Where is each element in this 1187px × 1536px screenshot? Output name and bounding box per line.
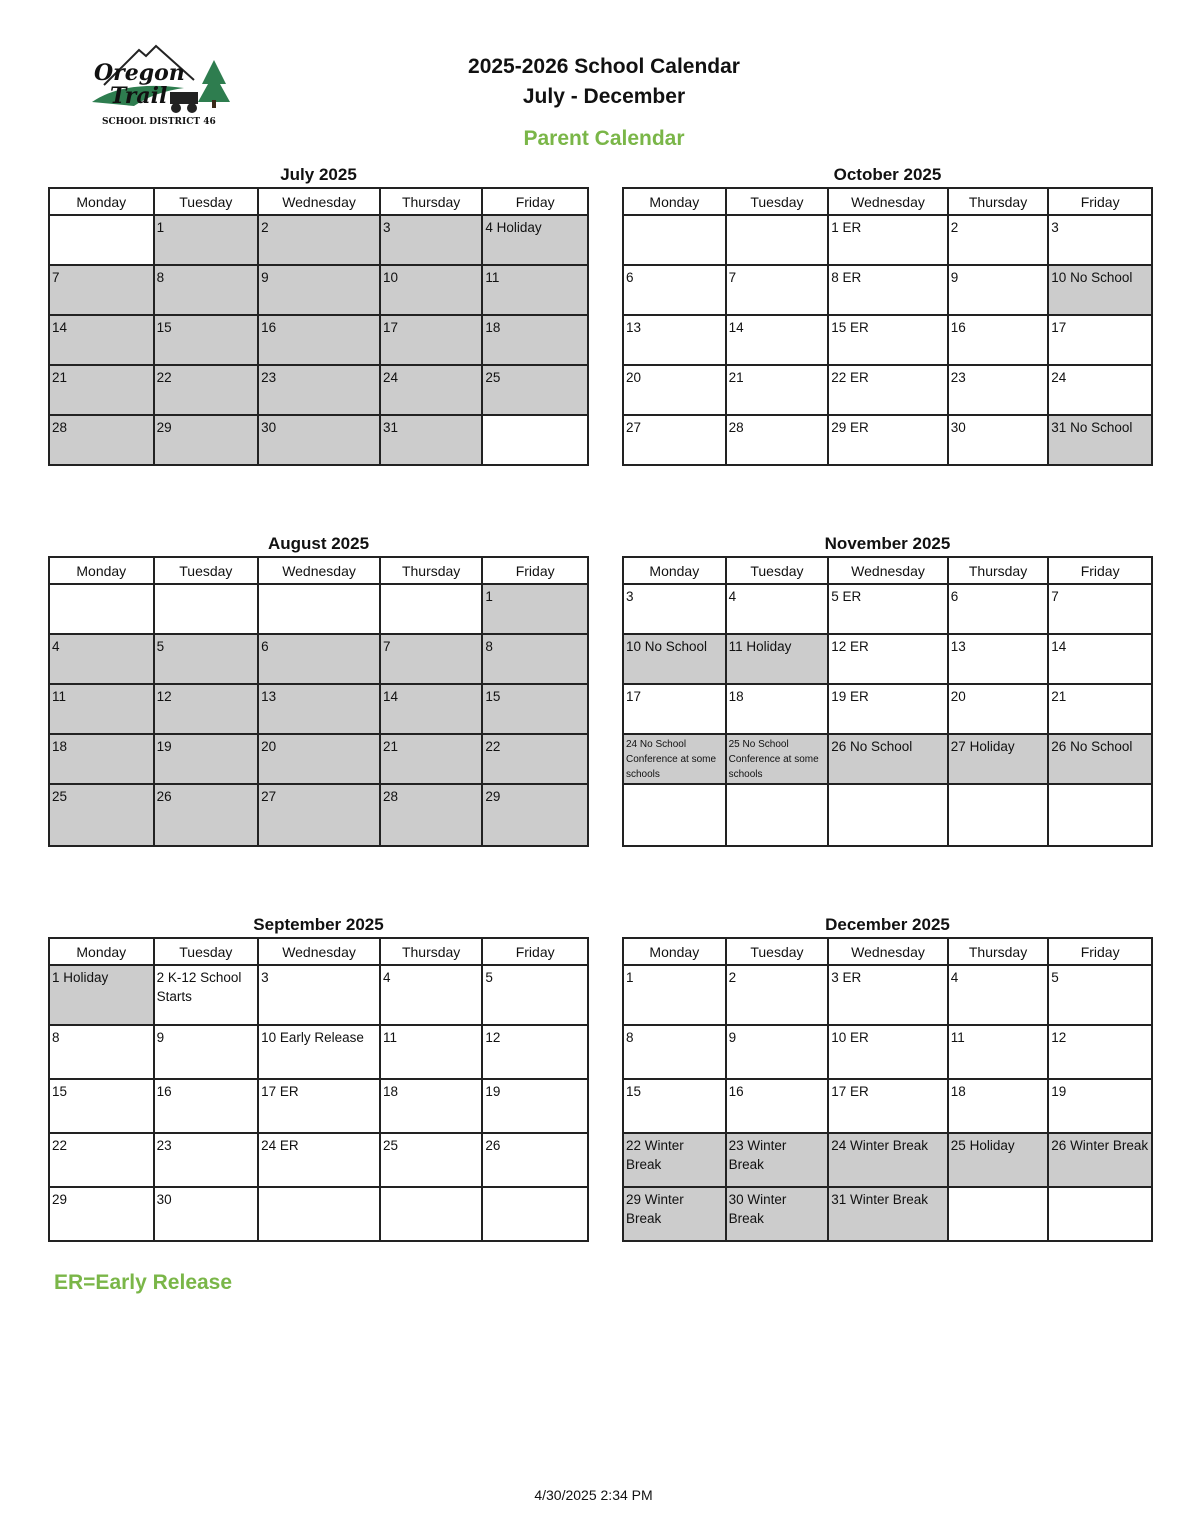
day-cell: 8	[154, 265, 259, 315]
day-cell: 7	[1048, 584, 1152, 634]
page-subtitle: July - December	[522, 85, 686, 108]
weekday-header: Thursday	[380, 938, 482, 965]
day-cell: 26 Winter Break	[1048, 1133, 1152, 1187]
month-title: August 2025	[267, 534, 370, 553]
day-cell: 18	[380, 1079, 482, 1133]
day-cell: 15	[154, 315, 259, 365]
day-cell: 30	[154, 1187, 259, 1241]
day-cell: 24 Winter Break	[828, 1133, 948, 1187]
week-row	[49, 315, 588, 365]
weekday-header: Friday	[1048, 557, 1152, 584]
month-august	[48, 534, 589, 847]
weekday-header: Thursday	[948, 188, 1049, 215]
calendar-table	[48, 937, 589, 1242]
weekday-header: Friday	[482, 188, 588, 215]
day-cell: 17	[623, 684, 726, 734]
day-cell: 15	[482, 684, 588, 734]
day-cell: 28	[380, 784, 482, 846]
day-cell: 15	[49, 1079, 154, 1133]
day-cell: 21	[380, 734, 482, 784]
calendar-table	[48, 556, 589, 847]
day-cell: 30	[948, 415, 1049, 465]
day-cell: 19	[154, 734, 259, 784]
month-title: September 2025	[253, 915, 384, 934]
day-cell: 10	[380, 265, 482, 315]
day-cell: 7	[726, 265, 829, 315]
day-cell	[380, 584, 482, 634]
weekday-header: Wednesday	[828, 557, 948, 584]
day-cell: 1	[623, 965, 726, 1025]
day-cell: 21	[726, 365, 829, 415]
day-cell: 10 No School	[623, 634, 726, 684]
day-cell: 20	[258, 734, 380, 784]
day-cell: 28	[49, 415, 154, 465]
day-cell: 14	[49, 315, 154, 365]
weekday-header: Wednesday	[258, 188, 380, 215]
day-cell: 14	[726, 315, 829, 365]
day-cell: 7	[380, 634, 482, 684]
week-row	[623, 1187, 1152, 1241]
weekday-header: Friday	[482, 938, 588, 965]
week-row	[49, 265, 588, 315]
day-cell: 16	[154, 1079, 259, 1133]
week-row	[623, 1133, 1152, 1187]
day-cell: 30 Winter Break	[726, 1187, 829, 1241]
day-cell	[828, 784, 948, 846]
day-cell: 27 Holiday	[948, 734, 1049, 784]
day-cell: 13	[948, 634, 1049, 684]
day-cell: 1	[482, 584, 588, 634]
calendar-table	[622, 556, 1153, 847]
week-row	[623, 584, 1152, 634]
weekday-header: Monday	[49, 938, 154, 965]
day-cell: 21	[1048, 684, 1152, 734]
week-row	[623, 734, 1152, 784]
day-cell: 6	[623, 265, 726, 315]
day-cell: 17	[1048, 315, 1152, 365]
legend-note: ER=Early Release	[54, 1271, 233, 1294]
weekday-header-row	[49, 557, 588, 584]
week-row	[623, 684, 1152, 734]
weekday-header: Tuesday	[726, 938, 829, 965]
svg-text:Trail: Trail	[110, 83, 168, 109]
day-cell: 3	[623, 584, 726, 634]
day-cell: 29	[482, 784, 588, 846]
day-cell: 9	[726, 1025, 829, 1079]
day-cell: 25 Holiday	[948, 1133, 1049, 1187]
day-cell	[623, 215, 726, 265]
district-logo	[84, 40, 244, 130]
day-cell: 3	[380, 215, 482, 265]
week-row	[623, 1079, 1152, 1133]
day-cell: 29	[49, 1187, 154, 1241]
day-cell: 29	[154, 415, 259, 465]
day-cell: 19	[1048, 1079, 1152, 1133]
calendar-table	[48, 187, 589, 466]
weekday-header: Tuesday	[726, 188, 829, 215]
day-cell: 24	[380, 365, 482, 415]
day-cell: 9	[948, 265, 1049, 315]
day-cell: 14	[380, 684, 482, 734]
day-cell: 4	[380, 965, 482, 1025]
day-cell: 28	[726, 415, 829, 465]
day-cell: 4 Holiday	[482, 215, 588, 265]
day-cell: 11	[482, 265, 588, 315]
week-row	[49, 965, 588, 1025]
day-cell: 6	[258, 634, 380, 684]
weekday-header: Monday	[623, 188, 726, 215]
day-cell: 16	[948, 315, 1049, 365]
week-row	[49, 634, 588, 684]
day-cell: 5	[1048, 965, 1152, 1025]
weekday-header: Monday	[49, 188, 154, 215]
day-cell: 14	[1048, 634, 1152, 684]
weekday-header: Thursday	[380, 188, 482, 215]
day-cell: 22	[154, 365, 259, 415]
page-title: 2025-2026 School Calendar	[468, 55, 740, 78]
day-cell: 16	[726, 1079, 829, 1133]
day-cell: 8	[623, 1025, 726, 1079]
week-row	[623, 784, 1152, 846]
day-cell: 11	[380, 1025, 482, 1079]
day-cell: 13	[258, 684, 380, 734]
day-cell: 16	[258, 315, 380, 365]
month-title: July 2025	[280, 165, 357, 184]
day-cell: 15	[623, 1079, 726, 1133]
day-cell: 4	[726, 584, 829, 634]
day-cell	[1048, 784, 1152, 846]
day-cell: 18	[482, 315, 588, 365]
day-cell: 31 Winter Break	[828, 1187, 948, 1241]
day-cell: 30	[258, 415, 380, 465]
svg-text:Oregon: Oregon	[94, 60, 185, 86]
weekday-header: Tuesday	[154, 188, 259, 215]
week-row	[49, 584, 588, 634]
weekday-header: Friday	[482, 557, 588, 584]
day-cell: 2 K-12 School Starts	[154, 965, 259, 1025]
week-row	[49, 734, 588, 784]
day-cell: 26 No School	[828, 734, 948, 784]
day-cell	[623, 784, 726, 846]
weekday-header: Monday	[49, 557, 154, 584]
day-cell: 8 ER	[828, 265, 948, 315]
day-cell: 6	[948, 584, 1049, 634]
week-row	[623, 415, 1152, 465]
day-cell: 31 No School	[1048, 415, 1152, 465]
day-cell	[948, 784, 1049, 846]
day-cell: 27	[623, 415, 726, 465]
day-cell: 26	[482, 1133, 588, 1187]
weekday-header: Friday	[1048, 938, 1152, 965]
day-cell: 23	[258, 365, 380, 415]
day-cell	[1048, 1187, 1152, 1241]
day-cell: 10 ER	[828, 1025, 948, 1079]
calendar-table	[622, 187, 1153, 466]
day-cell: 17	[380, 315, 482, 365]
day-cell: 3 ER	[828, 965, 948, 1025]
day-cell: 8	[49, 1025, 154, 1079]
day-cell: 5	[154, 634, 259, 684]
day-cell: 25	[482, 365, 588, 415]
day-cell: 20	[948, 684, 1049, 734]
day-cell: 18	[948, 1079, 1049, 1133]
day-cell: 5 ER	[828, 584, 948, 634]
weekday-header-row	[623, 188, 1152, 215]
weekday-header: Thursday	[380, 557, 482, 584]
day-cell: 17 ER	[258, 1079, 380, 1133]
weekday-header: Monday	[623, 557, 726, 584]
svg-text:SCHOOL DISTRICT 46: SCHOOL DISTRICT 46	[102, 117, 216, 127]
weekday-header: Tuesday	[726, 557, 829, 584]
day-cell: 25	[49, 784, 154, 846]
day-cell: 5	[482, 965, 588, 1025]
weekday-header: Wednesday	[258, 938, 380, 965]
day-cell	[726, 784, 829, 846]
day-cell	[482, 415, 588, 465]
day-cell: 7	[49, 265, 154, 315]
day-cell: 3	[1048, 215, 1152, 265]
week-row	[49, 215, 588, 265]
day-cell: 12	[154, 684, 259, 734]
day-cell: 29 ER	[828, 415, 948, 465]
day-cell: 24 No School Conference at some schools	[623, 734, 726, 784]
week-row	[623, 965, 1152, 1025]
day-cell	[258, 1187, 380, 1241]
day-cell: 24 ER	[258, 1133, 380, 1187]
day-cell	[482, 1187, 588, 1241]
day-cell: 9	[258, 265, 380, 315]
day-cell: 26 No School	[1048, 734, 1152, 784]
day-cell: 15 ER	[828, 315, 948, 365]
month-title: November 2025	[824, 534, 951, 553]
week-row	[623, 315, 1152, 365]
month-title: October 2025	[833, 165, 942, 184]
day-cell: 25	[380, 1133, 482, 1187]
weekday-header: Wednesday	[258, 557, 380, 584]
week-row	[623, 365, 1152, 415]
week-row	[623, 265, 1152, 315]
day-cell: 22	[49, 1133, 154, 1187]
day-cell: 23 Winter Break	[726, 1133, 829, 1187]
day-cell	[726, 215, 829, 265]
weekday-header: Wednesday	[828, 938, 948, 965]
day-cell: 18	[726, 684, 829, 734]
day-cell: 1 ER	[828, 215, 948, 265]
day-cell: 2	[948, 215, 1049, 265]
week-row	[49, 784, 588, 846]
day-cell: 23	[154, 1133, 259, 1187]
day-cell: 11 Holiday	[726, 634, 829, 684]
month-november	[622, 534, 1153, 847]
calendar-type-label: Parent Calendar	[523, 127, 685, 150]
week-row	[623, 634, 1152, 684]
day-cell: 19	[482, 1079, 588, 1133]
weekday-header: Thursday	[948, 938, 1049, 965]
day-cell	[49, 584, 154, 634]
day-cell: 22	[482, 734, 588, 784]
day-cell: 10 No School	[1048, 265, 1152, 315]
day-cell: 31	[380, 415, 482, 465]
weekday-header-row	[623, 938, 1152, 965]
week-row	[49, 1187, 588, 1241]
month-october	[622, 165, 1153, 466]
week-row	[49, 684, 588, 734]
weekday-header: Tuesday	[154, 557, 259, 584]
day-cell: 12	[482, 1025, 588, 1079]
week-row	[49, 1133, 588, 1187]
day-cell: 8	[482, 634, 588, 684]
weekday-header-row	[623, 557, 1152, 584]
weekday-header: Wednesday	[828, 188, 948, 215]
day-cell: 9	[154, 1025, 259, 1079]
day-cell: 10 Early Release	[258, 1025, 380, 1079]
day-cell: 1 Holiday	[49, 965, 154, 1025]
day-cell: 18	[49, 734, 154, 784]
day-cell: 19 ER	[828, 684, 948, 734]
day-cell: 1	[154, 215, 259, 265]
day-cell: 24	[1048, 365, 1152, 415]
weekday-header: Tuesday	[154, 938, 259, 965]
day-cell: 3	[258, 965, 380, 1025]
weekday-header: Friday	[1048, 188, 1152, 215]
day-cell: 11	[49, 684, 154, 734]
month-september	[48, 915, 589, 1242]
week-row	[49, 365, 588, 415]
day-cell: 27	[258, 784, 380, 846]
day-cell: 4	[49, 634, 154, 684]
day-cell: 21	[49, 365, 154, 415]
day-cell	[49, 215, 154, 265]
day-cell: 12	[1048, 1025, 1152, 1079]
day-cell: 12 ER	[828, 634, 948, 684]
week-row	[623, 1025, 1152, 1079]
day-cell: 20	[623, 365, 726, 415]
day-cell: 23	[948, 365, 1049, 415]
weekday-header: Thursday	[948, 557, 1049, 584]
week-row	[49, 415, 588, 465]
day-cell	[380, 1187, 482, 1241]
month-title: December 2025	[825, 915, 950, 934]
print-timestamp: 4/30/2025 2:34 PM	[534, 1487, 653, 1503]
month-december	[622, 915, 1153, 1242]
day-cell: 29 Winter Break	[623, 1187, 726, 1241]
day-cell: 11	[948, 1025, 1049, 1079]
day-cell: 25 No School Conference at some schools	[726, 734, 829, 784]
day-cell: 17 ER	[828, 1079, 948, 1133]
day-cell	[154, 584, 259, 634]
week-row	[49, 1025, 588, 1079]
day-cell: 22 Winter Break	[623, 1133, 726, 1187]
month-july	[48, 165, 589, 466]
day-cell	[258, 584, 380, 634]
day-cell: 2	[726, 965, 829, 1025]
day-cell: 22 ER	[828, 365, 948, 415]
day-cell: 26	[154, 784, 259, 846]
week-row	[49, 1079, 588, 1133]
day-cell	[948, 1187, 1049, 1241]
day-cell: 4	[948, 965, 1049, 1025]
day-cell: 13	[623, 315, 726, 365]
calendar-table	[622, 937, 1153, 1242]
week-row	[623, 215, 1152, 265]
weekday-header-row	[49, 938, 588, 965]
weekday-header: Monday	[623, 938, 726, 965]
weekday-header-row	[49, 188, 588, 215]
day-cell: 2	[258, 215, 380, 265]
